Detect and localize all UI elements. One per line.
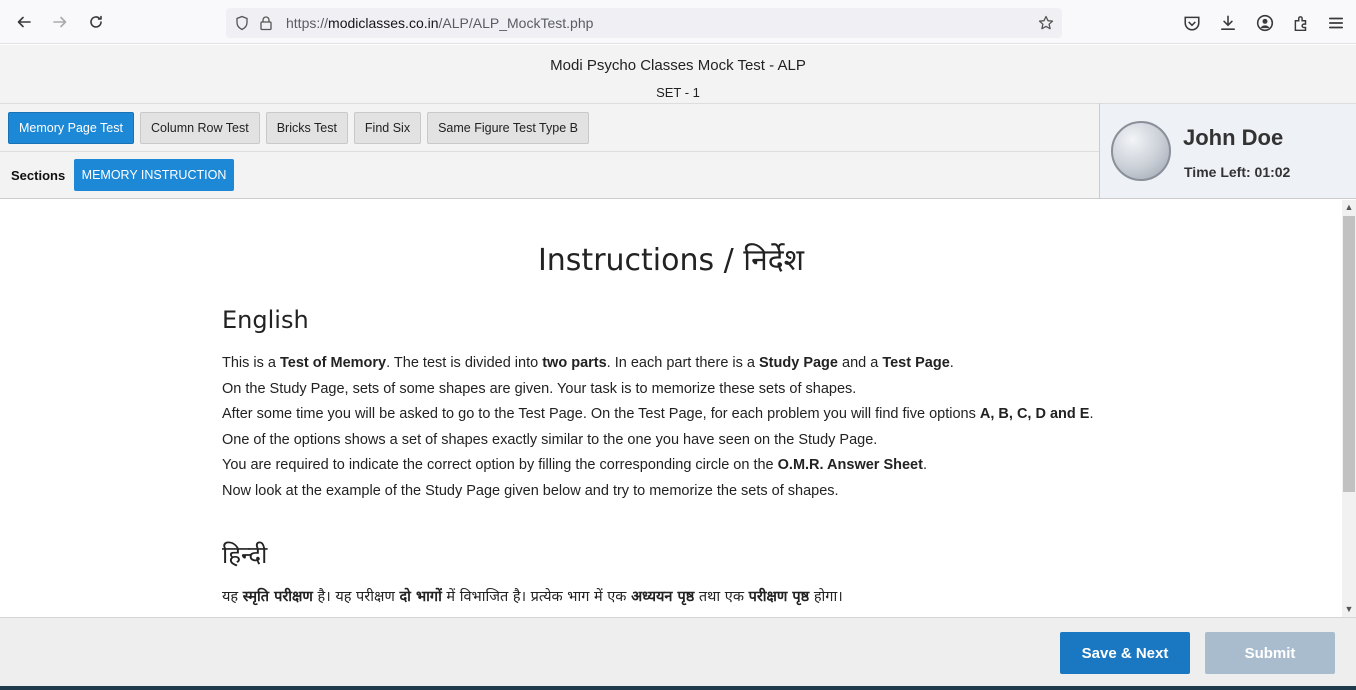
pocket-icon[interactable] (1183, 14, 1201, 32)
tab-memory-page-test[interactable]: Memory Page Test (8, 112, 134, 144)
english-heading: English (222, 306, 309, 334)
english-line: One of the options shows a set of shapes exactly similar to the one you have seen on the Study Page. (222, 431, 878, 448)
address-bar[interactable] (226, 8, 1062, 38)
os-taskbar (0, 686, 1356, 690)
candidate-panel (1099, 103, 1356, 199)
section-memory-instruction-button[interactable]: MEMORY INSTRUCTION (74, 159, 234, 191)
english-line: You are required to indicate the correct option by filling the corresponding circle on the O.M.R. Answer Sheet. (222, 457, 927, 474)
emphasis-text: अध्ययन पृष्ठ (631, 589, 695, 605)
account-icon[interactable] (1256, 14, 1274, 32)
back-arrow-icon[interactable] (12, 10, 36, 34)
divider (0, 151, 1100, 152)
set-label: SET - 1 (656, 85, 700, 100)
time-left: Time Left: 01:02 (1184, 164, 1291, 180)
url-text: https://modiclasses.co.in/ALP/ALP_MockTest.php (286, 15, 594, 31)
emphasis-text: परीक्षण पृष्ठ (748, 589, 810, 605)
content-scrollbar[interactable] (1342, 200, 1356, 617)
lock-icon[interactable] (258, 15, 274, 31)
reload-icon[interactable] (84, 10, 108, 34)
emphasis-text: स्मृति परीक्षण (242, 589, 313, 605)
emphasis-text: Test Page (882, 355, 950, 371)
save-next-button[interactable]: Save & Next (1060, 632, 1190, 674)
bookmark-star-icon[interactable] (1038, 15, 1054, 31)
test-tabs (8, 112, 589, 144)
submit-button[interactable]: Submit (1205, 632, 1335, 674)
shield-icon[interactable] (234, 15, 250, 31)
emphasis-text: two parts (542, 355, 607, 371)
avatar (1111, 121, 1171, 181)
emphasis-text: Study Page (759, 355, 838, 371)
scroll-up-arrow-icon[interactable]: ▲ (1344, 202, 1354, 212)
extensions-icon[interactable] (1292, 14, 1310, 32)
page-header (0, 45, 1356, 103)
emphasis-text: A, B, C, D and E (979, 406, 1090, 423)
tab-column-row-test[interactable]: Column Row Test (140, 112, 260, 144)
hindi-heading: हिन्दी (222, 541, 268, 569)
tab-find-six[interactable]: Find Six (354, 112, 421, 144)
english-line: After some time you will be asked to go to the Test Page. On the Test Page, for each problem you will find five options A, B, C, D and E. (222, 406, 1094, 423)
browser-toolbar (0, 0, 1356, 44)
menu-icon[interactable] (1327, 14, 1345, 32)
tab-bricks-test[interactable]: Bricks Test (266, 112, 348, 144)
download-icon[interactable] (1219, 14, 1237, 32)
candidate-name: John Doe (1183, 125, 1284, 150)
sections-label: Sections (11, 168, 66, 183)
english-line: This is a Test of Memory. The test is divided into two parts. In each part there is a Study Page and a Test Page. (222, 355, 954, 371)
page-title: Modi Psycho Classes Mock Test - ALP (550, 57, 806, 74)
tab-same-figure-test-type-b[interactable]: Same Figure Test Type B (427, 112, 589, 144)
test-tabs-area (0, 103, 1100, 199)
forward-arrow-icon[interactable] (48, 10, 72, 34)
english-paragraph (222, 351, 1122, 505)
emphasis-text: Test of Memory (280, 355, 387, 371)
instructions-title: Instructions / निर्देश (537, 243, 805, 278)
english-line: Now look at the example of the Study Page given below and try to memorize the sets of shapes. (222, 482, 839, 499)
hindi-line: यह स्मृति परीक्षण है। यह परीक्षण दो भागों में विभाजित है। प्रत्येक भाग में एक अध्ययन पृष्ठ तथा एक परीक्षण पृष्ठ होगा। (222, 589, 843, 605)
scroll-thumb[interactable] (1343, 216, 1355, 492)
footer-bar (0, 617, 1356, 690)
emphasis-text: O.M.R. Answer Sheet (777, 457, 923, 474)
instructions-content (0, 200, 1342, 617)
english-line: On the Study Page, sets of some shapes are given. Your task is to memorize these sets of shapes. (222, 380, 857, 397)
emphasis-text: दो भागों (399, 589, 442, 605)
scroll-down-arrow-icon[interactable]: ▼ (1344, 604, 1354, 614)
